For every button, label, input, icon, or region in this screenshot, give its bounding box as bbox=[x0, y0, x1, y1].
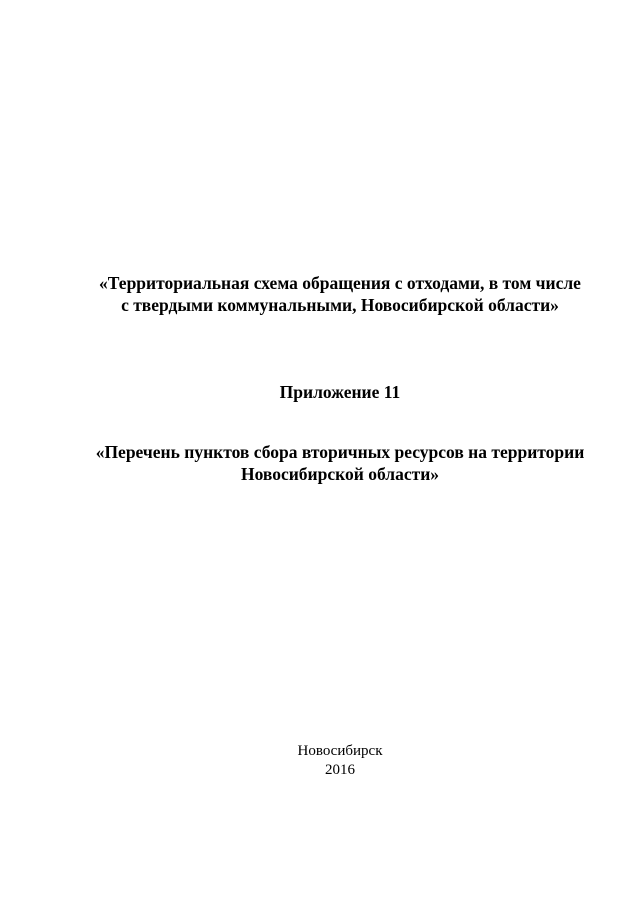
document-title-line-2: с твердыми коммунальными, Новосибирской области» bbox=[121, 295, 559, 315]
appendix-label bbox=[70, 381, 610, 403]
publication-year: 2016 bbox=[325, 762, 355, 778]
document-title bbox=[70, 272, 610, 316]
document-title-line-1: «Территориальная схема обращения с отходами, в том числе bbox=[99, 273, 581, 293]
appendix-label-text: Приложение 11 bbox=[279, 382, 401, 402]
appendix-subject bbox=[70, 441, 610, 485]
appendix-subject-line-2: Новосибирской области» bbox=[240, 464, 440, 484]
city-name: Новосибирск bbox=[297, 743, 383, 759]
place-and-date bbox=[70, 742, 610, 780]
appendix-subject-line-1: «Перечень пунктов сбора вторичных ресурсов на территории bbox=[95, 442, 585, 462]
